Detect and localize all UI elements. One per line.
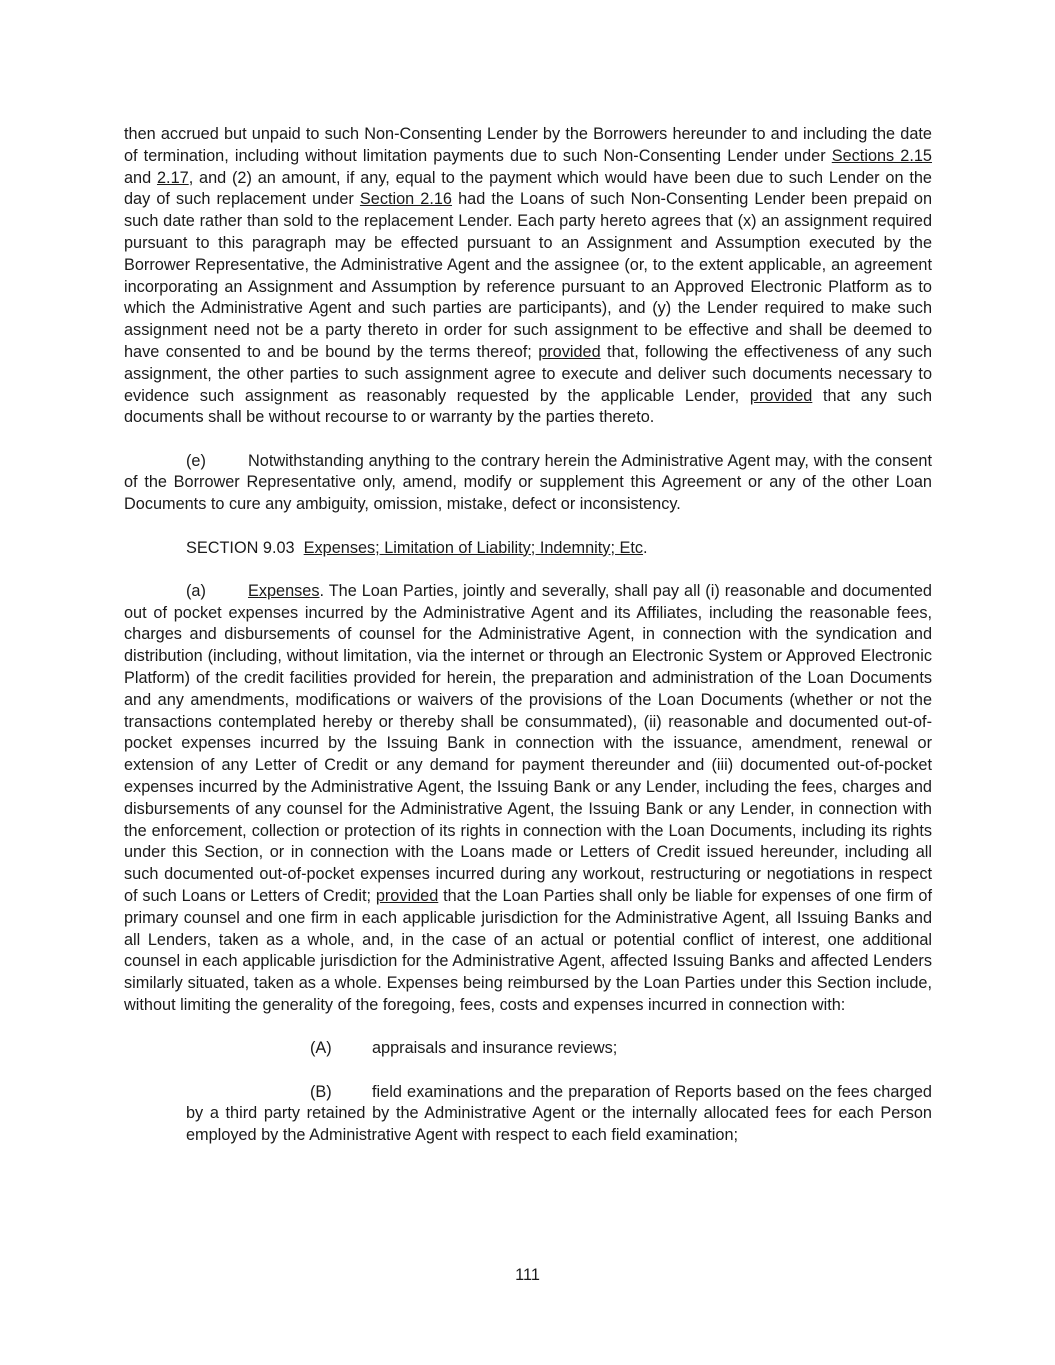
section-reference: 2.17: [156, 168, 189, 187]
provided-term: provided: [538, 342, 601, 361]
paragraph-heading: Expenses: [248, 581, 320, 600]
list-item-b: (B) field examinations and the preparation of Reports based on the fees charged by a third party retained by the Administrative Agent or the internally allocated fees for each Person employed by the Administrative Agent with respect to each field examination;: [186, 1082, 932, 1145]
provided-term: provided: [375, 887, 439, 905]
paragraph-e: (e) Notwithstanding anything to the contrary herein the Administrative Agent may, with the consent of the Borrower Representative only, amend, modify or supplement this Agreement or any of the other Loan Documents to cure any ambiguity, omission, mistake, defect or inconsistency.: [124, 451, 932, 514]
section-reference: Sections 2.15: [831, 146, 932, 165]
page-number: 111: [515, 1266, 540, 1284]
paragraph-continuation: then accrued but unpaid to such Non-Consenting Lender by the Borrowers hereunder to and including the date of termination, including without limitation payments due to such Non-Consenting Lender under Sections 2.15 and 2.17, and (2) an amount, if any, equal to the payment which would have been due to such Lender on the day of such replacement under Section 2.16 had the Loans of such Non-Consenting Lender been prepaid on such date rather than sold to the replacement Lender. Each party hereto agrees that (x) an assignment required pursuant to this paragraph may be effected pursuant to an Assignment and Assumption executed by the Borrower Representative, the Administrative Agent and the assignee (or, to the extent applicable, an agreement incorporating an Assignment and Assumption by reference pursuant to an Approved Electronic Platform as to which the Administrative Agent and such parties are participants), and (y) the Lender required to make such assignment need not be a party thereto in order for such assignment to be effective and shall be deemed to have consented to and be bound by the terms thereof; provided that, following the effectiveness of any such assignment, the other parties to such assignment agree to execute and deliver such documents necessary to evidence such assignment as reasonably requested by the applicable Lender, provided that any such documents shall be without recourse to or warranty by the parties thereto.: [124, 125, 933, 427]
item-label: (A): [310, 1039, 332, 1058]
paragraph-a: (a) Expenses. The Loan Parties, jointly and severally, shall pay all (i) reasonable and documented out of pocket expenses incurred by the Administrative Agent and its Affiliates, including the reasonable fees, charges and disbursements of counsel for the Administrative Agent, in connection with the syndication and distribution (including, without limitation, via the internet or through an Electronic System or Approved Electronic Platform) of the credit facilities provided for herein, the preparation and administration of the Loan Documents and any amendments, modifications or waivers of the provisions of the Loan Documents (whether or not the transactions contemplated hereby or thereby shall be consummated), (ii) reasonable and documented out-of-pocket expenses incurred by the Issuing Bank in connection with the issuance, amendment, renewal or extension of any Letter of Credit or any demand for payment thereunder and (iii) documented out-of-pocket expenses incurred by the Administrative Agent, the Issuing Bank or any Lender, including the fees, charges and disbursements of any counsel for the Administrative Agent, the Issuing Bank or any Lender, in connection with the enforcement, collection or protection of its rights in connection with the Loan Documents, including its rights under this Section, or in connection with the Loans made or Letters of Credit issued hereunder, including all such documented out-of-pocket expenses incurred during any workout, restructuring or negotiations in respect of such Loans or Letters of Credit; provided that the Loan Parties shall only be liable for expenses of one firm of primary counsel and one firm in each applicable jurisdiction for the Administrative Agent, all Issuing Banks and all Lenders, taken as a whole, and, in the case of an actual or potential conflict of interest, one additional counsel in each applicable jurisdiction for the Administrative Agent, affected Issuing Banks and affected Lenders similarly situated, taken as a whole. Expenses being reimbursed by the Loan Parties under this Section include, without limiting the generality of the foregoing, fees, costs and expenses incurred in connection with:: [124, 581, 932, 1014]
section-title: Expenses; Limitation of Liability; Indemnity; Etc: [303, 538, 644, 557]
section-number: SECTION 9.03: [186, 538, 295, 557]
section-reference: Section 2.16: [359, 190, 452, 209]
provided-term: provided: [749, 386, 813, 405]
section-heading: SECTION 9.03 Expenses; Limitation of Liability; Indemnity; Etc.: [186, 538, 648, 557]
paragraph-label: (e): [186, 451, 206, 470]
paragraph-label: (a): [186, 581, 206, 600]
list-item-a: (A) appraisals and insurance reviews;: [186, 1038, 932, 1060]
item-label: (B): [310, 1082, 332, 1101]
document-body: [124, 124, 932, 1147]
